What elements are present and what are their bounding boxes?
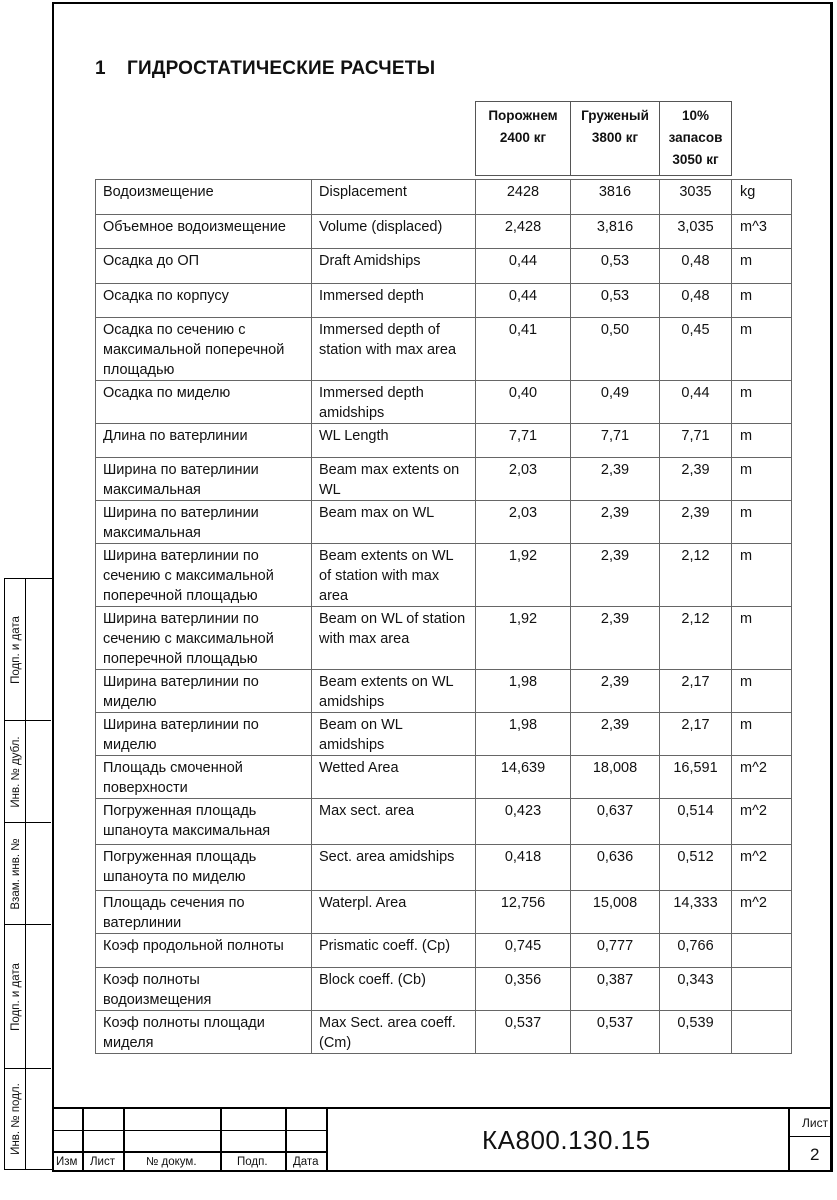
value-reserves: 0,343 [660,968,732,1011]
value-reserves: 0,45 [660,318,732,381]
unit-cell: m^2 [732,756,792,799]
value-reserves: 14,333 [660,891,732,934]
value-empty: 0,44 [476,249,571,284]
sheet-number: 2 [810,1145,820,1164]
param-name-ru: Объемное водоизмещение [96,215,312,249]
unit-cell: m [732,501,792,544]
value-empty: 2,03 [476,458,571,501]
value-reserves: 3,035 [660,215,732,249]
param-name-ru: Коэф продольной полноты [96,934,312,968]
section-heading [95,58,435,80]
value-loaded: 3,816 [571,215,660,249]
side-cell-original-inventory: Инв. № подл. [5,1069,51,1169]
value-empty: 14,639 [476,756,571,799]
table-row [96,501,792,544]
table-row [96,968,792,1011]
param-name-en: Wetted Area [312,756,476,799]
param-name-en: Beam extents on WL amidships [312,670,476,713]
param-name-en: Max Sect. area coeff. (Cm) [312,1011,476,1054]
value-empty: 0,423 [476,799,571,845]
unit-cell [732,1011,792,1054]
table-row [96,1011,792,1054]
value-loaded: 0,53 [571,284,660,318]
param-name-ru: Ширина по ватерлинии максимальная [96,458,312,501]
value-empty: 0,40 [476,381,571,424]
value-reserves: 0,766 [660,934,732,968]
unit-cell: m [732,670,792,713]
table-row [96,215,792,249]
value-reserves: 2,39 [660,501,732,544]
table-row [96,381,792,424]
param-name-ru: Осадка по корпусу [96,284,312,318]
unit-cell: m [732,458,792,501]
unit-cell: m [732,607,792,670]
title-label-signature: Подп. [237,1156,268,1168]
param-name-en: Beam on WL of station with max area [312,607,476,670]
param-name-en: Volume (displaced) [312,215,476,249]
value-reserves: 0,512 [660,845,732,891]
value-loaded: 0,777 [571,934,660,968]
value-reserves: 2,12 [660,607,732,670]
value-empty: 0,537 [476,1011,571,1054]
table-row [96,845,792,891]
value-reserves: 0,514 [660,799,732,845]
value-reserves: 2,17 [660,670,732,713]
param-name-en: Sect. area amidships [312,845,476,891]
param-name-ru: Коэф полноты площади миделя [96,1011,312,1054]
param-name-ru: Ширина ватерлинии по сечению с максимальной поперечной площадью [96,607,312,670]
value-empty: 7,71 [476,424,571,458]
value-empty: 1,98 [476,713,571,756]
value-loaded: 2,39 [571,607,660,670]
table-row [96,799,792,845]
hydrostatics-table [95,179,792,1054]
unit-cell: m [732,713,792,756]
value-loaded: 3816 [571,180,660,215]
param-name-en: Immersed depth of station with max area [312,318,476,381]
value-loaded: 7,71 [571,424,660,458]
side-cell-dup-inventory: Инв. № дубл. [5,721,51,823]
value-loaded: 0,637 [571,799,660,845]
value-loaded: 0,636 [571,845,660,891]
param-name-ru: Ширина ватерлинии по миделю [96,670,312,713]
value-loaded: 0,387 [571,968,660,1011]
document-code: КА800.130.15 [482,1125,651,1155]
title-label-date: Дата [293,1156,319,1168]
value-reserves: 0,44 [660,381,732,424]
value-empty: 0,418 [476,845,571,891]
table-row [96,318,792,381]
title-label-document-number: № докум. [146,1156,197,1168]
unit-cell: kg [732,180,792,215]
param-name-en: Draft Amidships [312,249,476,284]
table-row [96,544,792,607]
section-number: 1 [95,58,106,79]
value-reserves: 3035 [660,180,732,215]
param-name-ru: Ширина ватерлинии по миделю [96,713,312,756]
value-empty: 0,745 [476,934,571,968]
value-loaded: 0,537 [571,1011,660,1054]
unit-cell [732,934,792,968]
value-loaded: 15,008 [571,891,660,934]
table-row [96,284,792,318]
unit-cell: m^2 [732,845,792,891]
param-name-en: Beam on WL amidships [312,713,476,756]
unit-cell: m^3 [732,215,792,249]
column-header-loaded: Груженый 3800 кг [571,102,660,176]
table-row [96,934,792,968]
value-empty: 2,428 [476,215,571,249]
unit-cell [732,968,792,1011]
table-row [96,891,792,934]
value-loaded: 0,50 [571,318,660,381]
unit-cell: m [732,284,792,318]
param-name-en: Prismatic coeff. (Cp) [312,934,476,968]
unit-cell: m^2 [732,891,792,934]
table-row [96,249,792,284]
title-label-change: Изм [56,1156,78,1168]
param-name-en: Displacement [312,180,476,215]
param-name-en: Beam max on WL [312,501,476,544]
param-name-en: Immersed depth [312,284,476,318]
table-row [96,458,792,501]
side-stamp [4,578,52,1170]
value-empty: 1,92 [476,607,571,670]
value-reserves: 16,591 [660,756,732,799]
value-loaded: 2,39 [571,458,660,501]
table-row [96,756,792,799]
param-name-ru: Площадь сечения по ватерлинии [96,891,312,934]
param-name-en: WL Length [312,424,476,458]
param-name-ru: Ширина ватерлинии по сечению с максимальной поперечной площадью [96,544,312,607]
value-empty: 12,756 [476,891,571,934]
table-row [96,180,792,215]
param-name-ru: Длина по ватерлинии [96,424,312,458]
section-title: ГИДРОСТАТИЧЕСКИЕ РАСЧЕТЫ [127,58,436,79]
value-loaded: 0,53 [571,249,660,284]
unit-cell: m^2 [732,799,792,845]
value-empty: 1,98 [476,670,571,713]
side-cell-signature-date: Подп. и дата [5,579,51,721]
value-reserves: 2,17 [660,713,732,756]
value-loaded: 2,39 [571,544,660,607]
value-loaded: 18,008 [571,756,660,799]
param-name-ru: Осадка до ОП [96,249,312,284]
param-name-ru: Водоизмещение [96,180,312,215]
value-loaded: 2,39 [571,670,660,713]
column-header-table [475,101,732,176]
table-row [96,713,792,756]
param-name-en: Immersed depth amidships [312,381,476,424]
value-reserves: 0,48 [660,249,732,284]
param-name-ru: Погруженная площадь шпаноута максимальная [96,799,312,845]
unit-cell: m [732,381,792,424]
value-loaded: 2,39 [571,501,660,544]
unit-cell: m [732,544,792,607]
param-name-ru: Погруженная площадь шпаноута по миделю [96,845,312,891]
unit-cell: m [732,424,792,458]
value-empty: 2,03 [476,501,571,544]
param-name-ru: Коэф полноты водоизмещения [96,968,312,1011]
side-cell-replacement-inventory: Взам. инв. № [5,823,51,925]
table-row [96,607,792,670]
table-row [96,424,792,458]
param-name-ru: Площадь смоченной поверхности [96,756,312,799]
value-loaded: 0,49 [571,381,660,424]
value-empty: 0,41 [476,318,571,381]
param-name-ru: Ширина по ватерлинии максимальная [96,501,312,544]
value-reserves: 2,12 [660,544,732,607]
value-reserves: 2,39 [660,458,732,501]
value-reserves: 0,539 [660,1011,732,1054]
side-cell-signature-date-2: Подп. и дата [5,925,51,1069]
value-empty: 2428 [476,180,571,215]
value-empty: 0,356 [476,968,571,1011]
param-name-en: Block coeff. (Cb) [312,968,476,1011]
title-label-sheet: Лист [90,1156,115,1168]
unit-cell: m [732,249,792,284]
param-name-en: Beam max extents on WL [312,458,476,501]
value-reserves: 7,71 [660,424,732,458]
value-loaded: 2,39 [571,713,660,756]
value-reserves: 0,48 [660,284,732,318]
unit-cell: m [732,318,792,381]
table-row [96,670,792,713]
column-header-empty: Порожнем 2400 кг [476,102,571,176]
param-name-ru: Осадка по миделю [96,381,312,424]
param-name-en: Waterpl. Area [312,891,476,934]
value-empty: 0,44 [476,284,571,318]
param-name-en: Beam extents on WL of station with max area [312,544,476,607]
param-name-ru: Осадка по сечению с максимальной поперечной площадью [96,318,312,381]
value-empty: 1,92 [476,544,571,607]
param-name-en: Max sect. area [312,799,476,845]
column-header-reserves: 10% запасов 3050 кг [660,102,732,176]
sheet-label: Лист [802,1116,829,1130]
title-block [52,1107,833,1170]
